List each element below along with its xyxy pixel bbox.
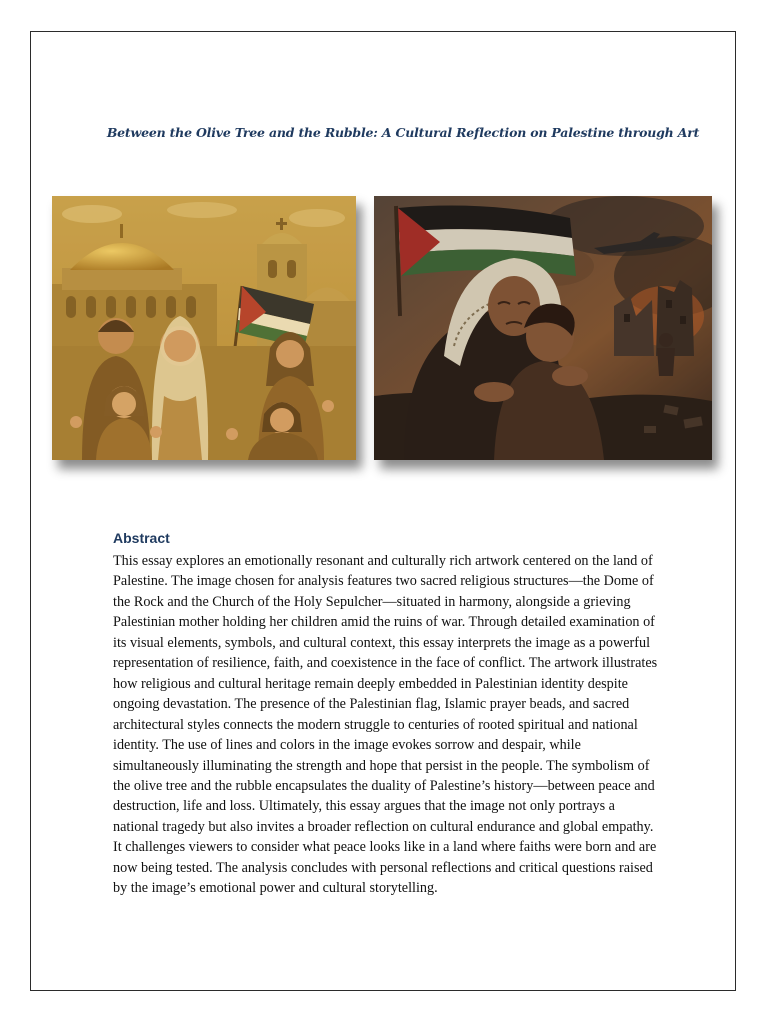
mourning-mother-painting: [374, 196, 712, 460]
document-page: [30, 31, 736, 991]
document-title: Between the Olive Tree and the Rubble: A Cultural Reflection on Palestine through Art: [106, 125, 700, 140]
celebration-painting: [52, 196, 356, 460]
abstract-heading: Abstract: [113, 530, 170, 546]
abstract-body: This essay explores an emotionally resonant and culturally rich artwork centered on the land of Palestine. The image chosen for analysis features two sacred religious structures—the Dome of the Rock and the Church of the Holy Sepulcher—situated in harmony, alongside a grieving Palestinian mother holding her children amid the ruins of war. Through detailed examination of its visual elements, symbols, and cultural context, this essay interprets the image as a powerful representation of resilience, faith, and coexistence in the face of conflict. The artwork illustrates how religious and cultural heritage remain deeply embedded in Palestinian identity despite ongoing devastation. The presence of the Palestinian flag, Islamic prayer beads, and sacred architectural styles connects the modern struggle to centuries of rooted spiritual and national identity. The use of lines and colors in the image evokes sorrow and despair, while simultaneously illuminating the strength and hope that persist in the people. The symbolism of the olive tree and the rubble encapsulates the duality of Palestine’s history—between peace and destruction, life and loss. Ultimately, this essay argues that the image not only portrays a national tragedy but also invites a broader reflection on cultural endurance and global empathy. It challenges viewers to consider what peace looks like in a land where faiths were born and are now being tested. The analysis concludes with personal reflections and critical questions raised by the image’s emotional power and cultural storytelling.: [113, 553, 658, 897]
